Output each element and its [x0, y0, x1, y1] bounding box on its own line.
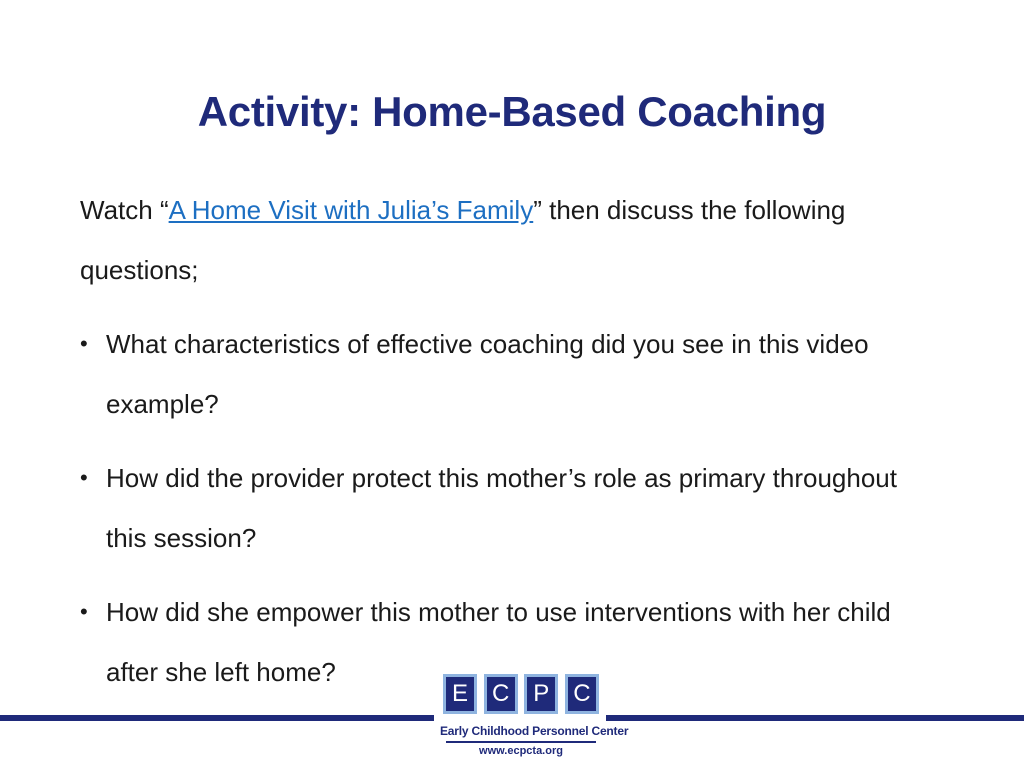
question-text: How did she empower this mother to use interventions with her child after she left home? [106, 597, 891, 687]
logo-url: www.ecpcta.org [479, 745, 563, 757]
intro-text-before: Watch “ [80, 195, 169, 225]
footer-rule-left [0, 715, 434, 721]
question-item [80, 314, 940, 434]
question-text: How did the provider protect this mother’s role as primary throughout this session? [106, 463, 897, 553]
video-link[interactable]: A Home Visit with Julia’s Family [168, 195, 534, 225]
intro-paragraph [80, 180, 940, 300]
logo-letter-box: P [524, 674, 558, 714]
bullet-icon: • [80, 331, 88, 356]
slide-title: Activity: Home-Based Coaching [197, 88, 827, 135]
logo-letter-row [443, 674, 599, 714]
logo-org-name: Early Childhood Personnel Center [440, 724, 629, 738]
bullet-icon: • [80, 465, 88, 490]
intro-text-after: ” then discuss the following questions; [80, 195, 846, 285]
logo-letter-box: E [443, 674, 477, 714]
logo-letter-box: C [565, 674, 599, 714]
question-item [80, 448, 940, 568]
logo-letter-box: C [484, 674, 518, 714]
bullet-icon: • [80, 599, 88, 624]
footer-rule-right [606, 715, 1024, 721]
question-list [80, 314, 940, 716]
question-text: What characteristics of effective coaching did you see in this video example? [106, 329, 869, 419]
ecpc-logo [440, 674, 629, 768]
logo-divider [446, 741, 596, 743]
